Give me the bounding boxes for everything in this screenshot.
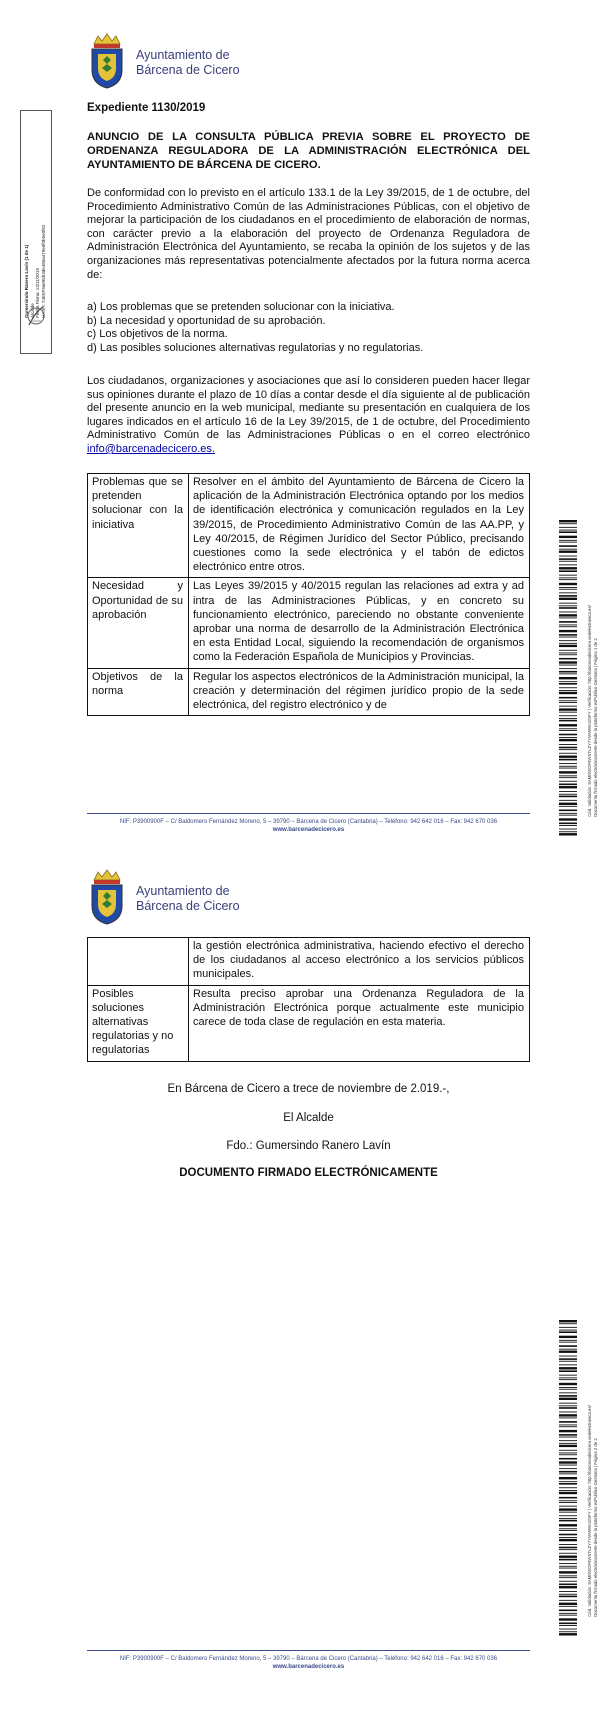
page-2 (0, 860, 612, 1720)
citizens-paragraph (87, 375, 530, 457)
validation-side-note (587, 517, 599, 817)
row-label: Objetivos de la norma (88, 668, 189, 716)
stamp-line-date: Fecha Firma: 13/11/2019 (35, 268, 40, 318)
validation-side-note (587, 1317, 599, 1617)
row-label: Problemas que se pretenden solucionar con la iniciativa (88, 474, 189, 578)
table-row (88, 985, 530, 1061)
table-row (88, 938, 530, 986)
coat-of-arms-icon (86, 866, 128, 926)
row-label: Necesidad y Oportunidad de su aprobación (88, 578, 189, 668)
signature-role: El Alcalde (283, 1112, 334, 1124)
logo-line-1: Ayuntamiento de (136, 884, 230, 898)
row-label: Posibles soluciones alternativas regulatorias y no regulatorias (88, 985, 189, 1061)
logo-line-1: Ayuntamiento de (136, 48, 230, 62)
list-item: a) Los problemas que se pretenden solucionar con la iniciativa. (87, 301, 395, 313)
row-text: Regular los aspectos electrónicos de la Administración municipal, la creación y determinación del régimen jurídico propio de la sede electrónica, del registro electrónico y de (189, 668, 530, 716)
file-number: Expediente 1130/2019 (87, 102, 206, 114)
intro-paragraph: De conformidad con lo previsto en el artículo 133.1 de la Ley 39/2015, de 1 de octubre, del Procedimiento Administrativo Común de las Administraciones Públicas, con el objetivo de mejorar la participación de los ciudadanos en el procedimiento de elaboración de normas, con carácter previo a la elaboración del proyecto de Ordenanza Reguladora de Administración Electrónica del Ayuntamiento, se recaba la opinión de los sujetos y de las organizaciones más representativas potencialmente afectados por la futura norma acerca de: (87, 187, 530, 281)
consultation-table-continued (87, 937, 530, 1062)
signature-name: Fdo.: Gumersindo Ranero Lavín (226, 1140, 391, 1152)
footer-web: www.barcenadecicero.es (272, 1664, 345, 1670)
stamp-line-signer: Gumersindo Ranero Lavín (1 de 1) (24, 244, 29, 318)
table-row (88, 668, 530, 716)
stamp-line-role: Alcalde (29, 303, 35, 318)
logo-text (136, 48, 240, 78)
page-counter: Documento firmado electrónicamente desde la plataforma esPublico Gestiona | Página 1 de 2 (593, 638, 598, 817)
document-title: ANUNCIO DE LA CONSULTA PÚBLICA PREVIA SOBRE EL PROYECTO DE ORDENANZA REGULADORA DE LA ADMINISTRACIÓN ELECTRÓNICA DEL AYUNTAMIENTO DE BÁRCENA DE CICERO. (87, 131, 530, 171)
signature-place-date: En Bárcena de Cicero a trece de noviembre de 2.019.-, (167, 1083, 450, 1095)
row-text: Resulta preciso aprobar una Ordenanza Reguladora de la Administración Electrónica porque actualmente este municipio carece de toda clase de regulación en esta materia. (189, 985, 530, 1061)
citizens-text: Los ciudadanos, organizaciones y asociaciones que así lo consideren pueden hacer llegar sus opiniones durante el plazo de 10 días a contar desde el día siguiente al de publicación del presente anuncio en la web municipal, mediante su presentación en cualquiera de los lugares indicados en el artículo 16 de la Ley 39/2015, de 1 de octubre, del Procedimiento Administrativo Común de las Administraciones Públicas o en el correo electrónico (87, 375, 530, 442)
validation-code: Cód. Validación: 9AMDWDF9WSTLZY7YWWMAGSPY | Verificación: http://barcenadecicero.sedelectronica.es/ (587, 605, 593, 817)
validation-code: Cód. Validación: 9AMDWDF9WSTLZY7YWWMAGSPY | Verificación: http://barcenadecicero.sedelectronica.es/ (587, 1405, 593, 1617)
page-counter: Documento firmado electrónicamente desde la plataforma esPublico Gestiona | Página 2 de 2 (593, 1438, 598, 1617)
row-label (88, 938, 189, 986)
municipal-logo (86, 30, 266, 90)
logo-line-2: Bárcena de Cicero (136, 899, 240, 913)
table-row (88, 578, 530, 668)
page-footer (87, 1650, 530, 1671)
logo-text (136, 884, 240, 914)
footer-web: www.barcenadecicero.es (272, 827, 345, 833)
row-text: Las Leyes 39/2015 y 40/2015 regulan las relaciones ad extra y ad intra de las Administraciones Públicas, y en concreto su funcionamiento electrónico, pareciendo no obstante conveniente aprobar una norma de desarrollo de la Administración Electrónica en esta Entidad Local, siguiendo la recomendación de organismos como la Federación Española de Municipios y Provincias. (189, 578, 530, 668)
page-footer (87, 813, 530, 834)
logo-line-2: Bárcena de Cicero (136, 63, 240, 77)
coat-of-arms-icon (86, 30, 128, 90)
row-text: Resolver en el ámbito del Ayuntamiento de Bárcena de Cicero la aplicación de la Administración Electrónica optando por los medios de identificación electrónica y comunicación regulados en la Ley 39/2015, de Procedimiento Administrativo Común de las AA.PP, y Ley 40/2015, de Régimen Jurídico del Sector Público, precisando cuestiones como la sede electrónica y el tabón de edictos electrónico entre otros. (189, 474, 530, 578)
table-row (88, 474, 530, 578)
email-link[interactable]: info@barcenadecicero.es. (87, 442, 215, 455)
stamp-line-hash: HASH: 74E5F9a695b3de480a479e6f0b5e0f62 (40, 224, 46, 318)
signature-notice: DOCUMENTO FIRMADO ELECTRÓNICAMENTE (179, 1167, 438, 1179)
list-item: d) Las posibles soluciones alternativas regulatorias y no regulatorias. (87, 341, 424, 354)
signature-seal-icon (25, 301, 47, 331)
footer-address: NIF: P3900900F – C/ Baldomero Fernández Moreno, 5 – 39790 – Bárcena de Cicero (Cantabria) – Teléfono: 942 642 016 – Fax: 942 670 036 (119, 819, 498, 825)
list-item: b) La necesidad y oportunidad de su aprobación. (87, 314, 326, 327)
consultation-table (87, 473, 530, 716)
consultation-topics-list (87, 301, 530, 355)
barcode-icon (559, 520, 577, 838)
footer-address: NIF: P3900900F – C/ Baldomero Fernández Moreno, 5 – 39790 – Bárcena de Cicero (Cantabria) – Teléfono: 942 642 016 – Fax: 942 670 036 (119, 1656, 498, 1662)
municipal-logo (86, 866, 266, 926)
list-item: c) Los objetivos de la norma. (87, 328, 228, 341)
stamp-text (24, 118, 46, 318)
row-text: la gestión electrónica administrativa, haciendo efectivo el derecho de los ciudadanos al acceso electrónico a los servicios públicos municipales. (189, 938, 530, 986)
signature-stamp (20, 110, 52, 354)
barcode-icon (559, 1320, 577, 1638)
